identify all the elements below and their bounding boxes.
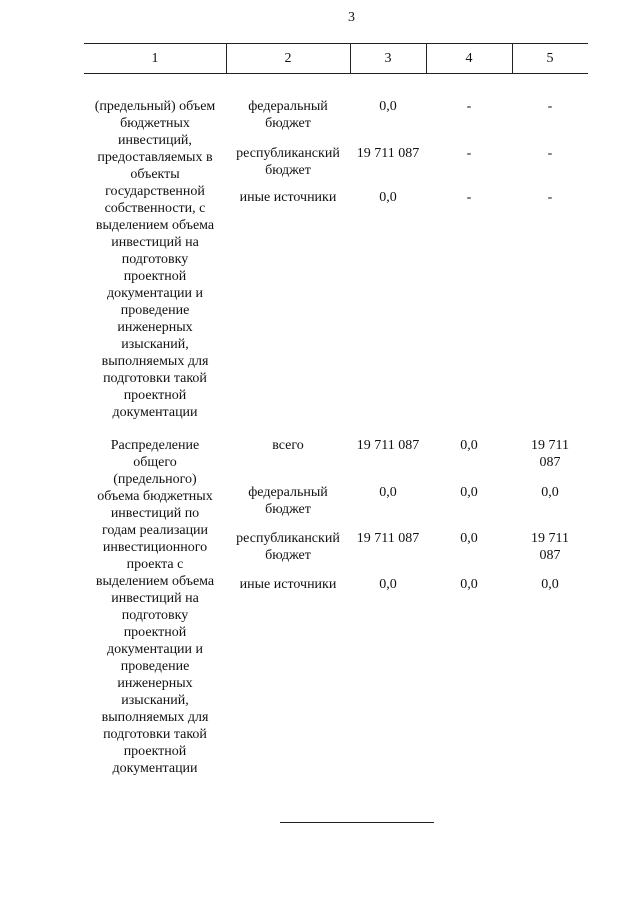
source-line: иные источники [239,577,337,592]
value-col-4: 0,0 [460,438,478,453]
page-number: 3 [348,10,355,25]
description-line: общего [133,455,177,470]
description-line: документации и [106,286,204,301]
value-col-5: - [547,146,553,161]
source-line: федеральный [248,99,328,114]
value-col-5 [512,576,588,593]
value-line: 087 [539,548,561,563]
description-line: объема бюджетных [97,489,213,504]
source-line: всего [272,438,304,453]
value-col-3: 19 711 087 [356,438,420,453]
value-col-4: 0,0 [460,531,478,546]
value-col-4: - [466,99,472,114]
source-cell [226,98,350,132]
value-line: 0,0 [541,485,559,500]
description-line: подготовку [121,608,189,623]
description-line: государственной [105,184,205,199]
description-line: подготовку [121,252,189,267]
source-line: федеральный [248,485,328,500]
description-line: объекты [130,167,180,182]
description-line: проектной [123,625,187,640]
value-col-3: 0,0 [379,190,397,205]
header-col-2: 2 [284,51,292,66]
header-col-4: 4 [465,51,473,66]
description-line: Распределение [110,438,200,453]
value-line: 087 [539,455,561,470]
description-line: (предельного) [113,472,197,487]
value-col-4: 0,0 [460,485,478,500]
source-line: бюджет [265,163,311,178]
source-line: иные источники [239,190,337,205]
value-col-4: - [466,190,472,205]
source-cell [226,576,350,593]
description-line: подготовки такой [103,371,207,386]
value-col-4: - [466,146,472,161]
description-line: проектной [123,744,187,759]
description-line: документации и [106,642,204,657]
value-col-5 [512,530,588,564]
source-cell [226,189,350,206]
description-line: инженерных [117,676,193,691]
source-line: бюджет [265,548,311,563]
source-cell [226,530,350,564]
header-col-1: 1 [151,51,159,66]
value-line: 19 711 [531,531,569,546]
value-col-3: 19 711 087 [356,146,420,161]
source-line: бюджет [265,116,311,131]
source-line: республиканский [236,531,340,546]
source-line: бюджет [265,502,311,517]
source-cell [226,145,350,179]
value-line: 19 711 [531,438,569,453]
end-rule [280,822,434,823]
source-cell [226,437,350,454]
description-line: инвестиций на [111,235,199,250]
source-line: республиканский [236,146,340,161]
value-col-4: 0,0 [460,577,478,592]
description-line: инвестиций на [111,591,199,606]
value-col-5: - [547,99,553,114]
description-line: (предельный) объем [94,99,216,114]
description-line: инвестиционного [102,540,208,555]
description-line: проведение [120,303,190,318]
source-cell [226,484,350,518]
value-col-5 [512,437,588,471]
description-line: инженерных [117,320,193,335]
description-line: предоставляемых в [97,150,213,165]
description-line: выделением объема [95,574,215,589]
description-line: проекта с [126,557,184,572]
description-line: инвестиций, [118,133,192,148]
description-line: выделением объема [95,218,215,233]
description-cell [84,98,226,421]
description-line: проведение [120,659,190,674]
value-col-5 [512,484,588,501]
description-line: бюджетных [120,116,190,131]
description-cell [84,437,226,777]
description-line: изысканий, [121,337,189,352]
value-col-5: - [547,190,553,205]
value-col-3: 0,0 [379,577,397,592]
value-col-3: 19 711 087 [356,531,420,546]
value-col-3: 0,0 [379,99,397,114]
description-line: выполняемых для [101,710,209,725]
description-line: проектной [123,269,187,284]
header-col-5: 5 [546,51,554,66]
description-line: проектной [123,388,187,403]
description-line: годам реализации [101,523,209,538]
description-line: документации [112,405,198,420]
header-col-3: 3 [384,51,392,66]
description-line: собственности, с [104,201,206,216]
value-col-3: 0,0 [379,485,397,500]
table-header-row [84,43,588,74]
description-line: инвестиций по [110,506,200,521]
description-line: изысканий, [121,693,189,708]
description-line: документации [112,761,198,776]
description-line: подготовки такой [103,727,207,742]
description-line: выполняемых для [101,354,209,369]
value-line: 0,0 [541,577,559,592]
